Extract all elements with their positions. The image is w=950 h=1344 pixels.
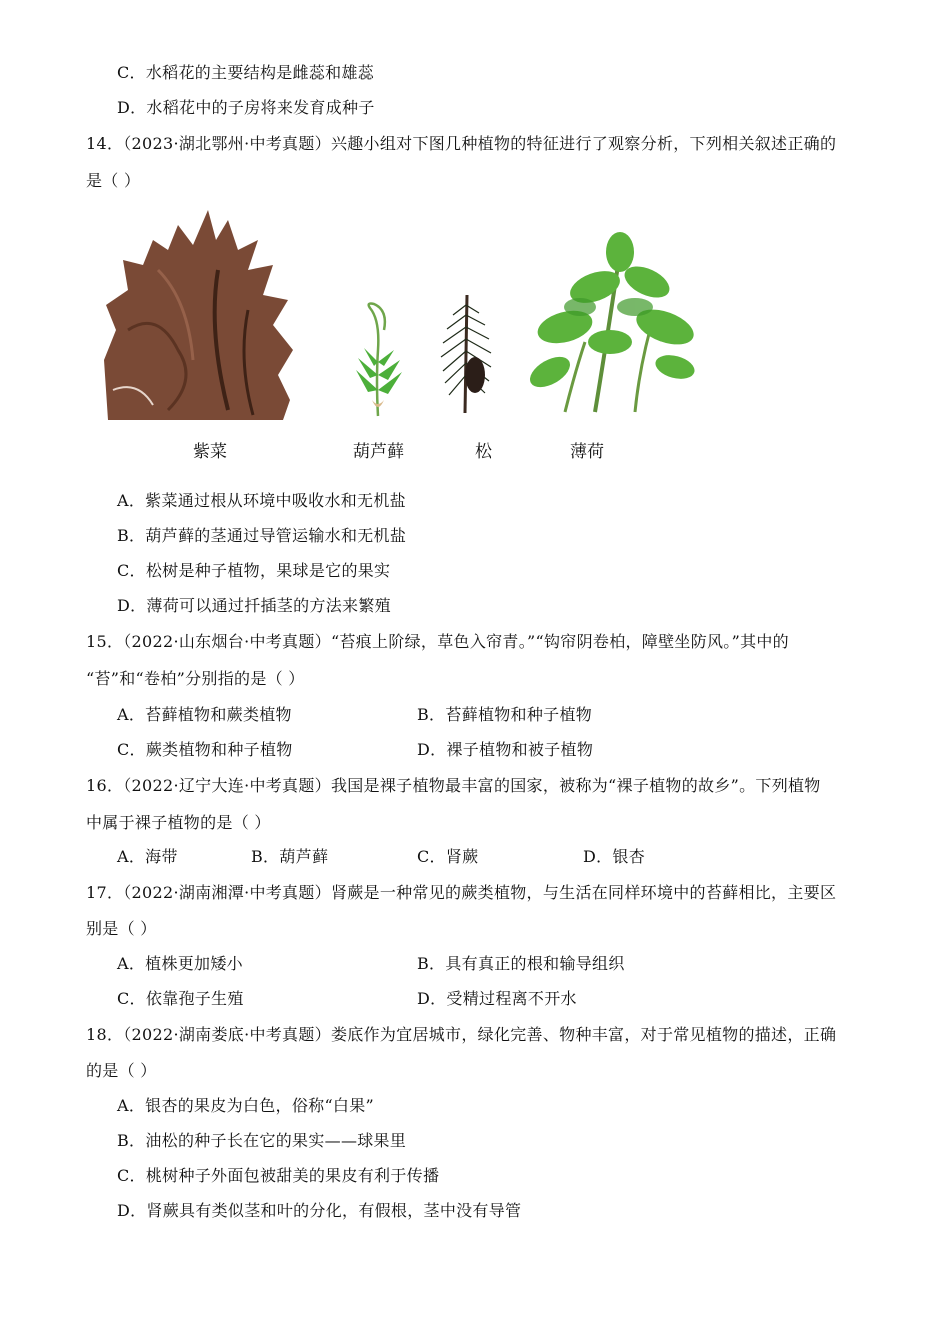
q16-option-d: D．银杏	[583, 847, 646, 866]
q14-option-c: C．松树是种子植物，果球是它的果实	[117, 561, 391, 580]
q18-option-b: B．油松的种子长在它的果实——球果里	[117, 1131, 407, 1150]
q14-option-b: B．葫芦藓的茎通过导管运输水和无机盐	[117, 526, 407, 545]
laver-image	[98, 210, 298, 422]
q18-stem-line2: 的是（ ）	[86, 1061, 157, 1080]
q16-option-a: A．海带	[117, 847, 178, 866]
q17-stem-line2: 别是（ ）	[86, 919, 157, 938]
q16-stem-line1: 16．（2022·辽宁大连·中考真题）我国是裸子植物最丰富的国家，被称为“裸子植物的故乡”。下列植物	[86, 776, 821, 795]
pine-image	[435, 295, 497, 415]
caption-mint: 薄荷	[570, 442, 604, 462]
q16-option-c: C．肾蕨	[417, 847, 479, 866]
q18-option-d: D．肾蕨具有类似茎和叶的分化，有假根，茎中没有导管	[117, 1201, 522, 1220]
q13-option-c: C．水稻花的主要结构是雌蕊和雄蕊	[117, 63, 375, 82]
q16-stem-line2: 中属于裸子植物的是（ ）	[86, 813, 271, 832]
caption-laver: 紫菜	[193, 442, 227, 462]
q14-stem-line2: 是（ ）	[86, 171, 141, 190]
q14-option-d: D．薄荷可以通过扦插茎的方法来繁殖	[117, 596, 391, 615]
q15-stem-line1: 15．（2022·山东烟台·中考真题）“苔痕上阶绿，草色入帘青。”“钩帘阴卷柏，障壁坐防风。”其中的	[86, 632, 789, 651]
caption-pine: 松	[475, 442, 492, 462]
q15-option-a: A．苔藓植物和蕨类植物	[117, 705, 292, 724]
q17-option-a: A．植株更加矮小	[117, 954, 243, 973]
mint-image	[525, 232, 700, 414]
q15-option-b: B．苔藓植物和种子植物	[417, 705, 593, 724]
q17-option-d: D．受精过程离不开水	[417, 989, 577, 1008]
q17-option-c: C．依靠孢子生殖	[117, 989, 244, 1008]
q15-option-d: D．裸子植物和被子植物	[417, 740, 594, 759]
q17-stem-line1: 17．（2022·湖南湘潭·中考真题）肾蕨是一种常见的蕨类植物，与生活在同样环境中的苔藓相比，主要区	[86, 883, 837, 902]
q13-option-d: D．水稻花中的子房将来发育成种子	[117, 98, 375, 117]
q14-stem-line1: 14．（2023·湖北鄂州·中考真题）兴趣小组对下图几种植物的特征进行了观察分析，下列相关叙述正确的	[86, 134, 837, 153]
q18-option-a: A．银杏的果皮为白色，俗称“白果”	[117, 1096, 375, 1115]
q18-stem-line1: 18．（2022·湖南娄底·中考真题）娄底作为宜居城市，绿化完善、物种丰富，对于常见植物的描述，正确	[86, 1025, 837, 1044]
q16-option-b: B．葫芦藓	[251, 847, 329, 866]
q15-stem-line2: “苔”和“卷柏”分别指的是（ ）	[86, 669, 305, 688]
moss-image	[348, 300, 408, 418]
caption-moss: 葫芦藓	[353, 442, 404, 462]
q18-option-c: C．桃树种子外面包被甜美的果皮有利于传播	[117, 1166, 440, 1185]
q17-option-b: B．具有真正的根和输导组织	[417, 954, 625, 973]
q14-option-a: A．紫菜通过根从环境中吸收水和无机盐	[117, 491, 406, 510]
q15-option-c: C．蕨类植物和种子植物	[117, 740, 293, 759]
